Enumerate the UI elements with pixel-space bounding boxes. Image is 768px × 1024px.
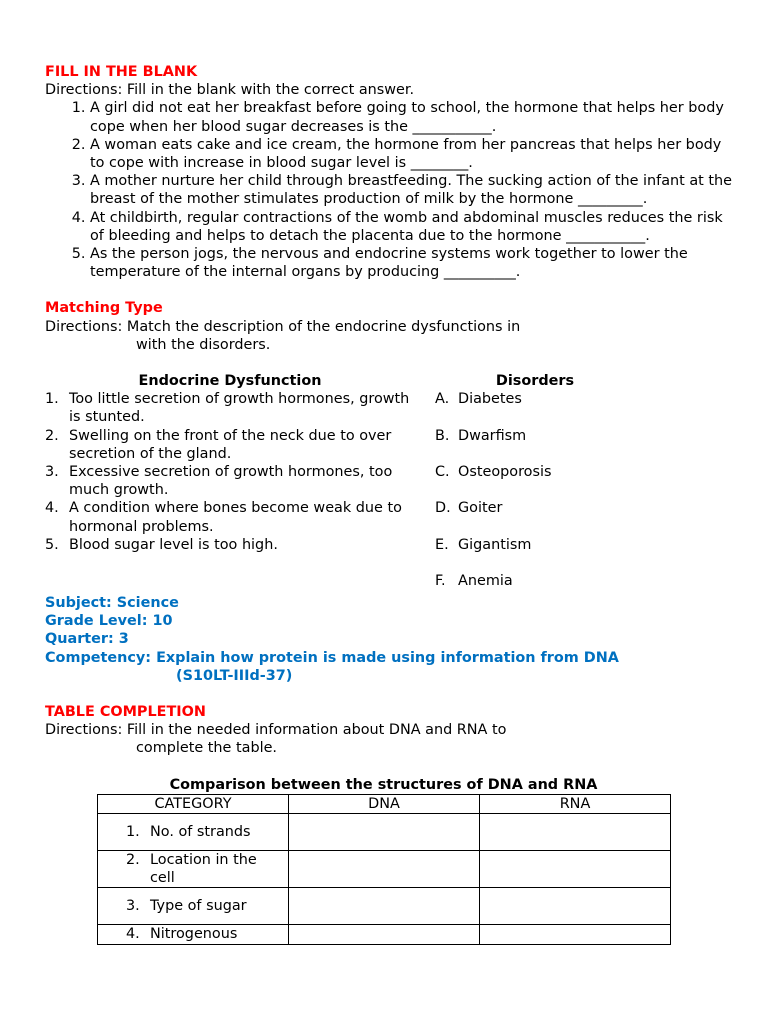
item-text: Swelling on the front of the neck due to over secretion of the gland. [69, 427, 392, 462]
fill-blank-item: 3. A mother nurture her child through breastfeeding. The sucking action of the infant at the breast of the mother stimulates production of milk by the hormone _________. [90, 172, 735, 208]
fill-blank-item: 5. As the person jogs, the nervous and endocrine systems work together to lower the temperature of the internal organs by producing __________. [90, 245, 735, 281]
quarter-line: Quarter: 3 [45, 631, 129, 648]
category-cell [98, 814, 289, 851]
dysfunction-column [45, 372, 415, 554]
row-number: 3. [126, 898, 140, 915]
row-label: Location in the cell [150, 852, 257, 887]
grade-level-line: Grade Level: 10 [45, 613, 173, 630]
row-label: Type of sugar [150, 898, 247, 915]
option-text: Osteoporosis [458, 464, 552, 481]
row-label: Nitrogenous [150, 926, 238, 943]
item-number: 5. [45, 536, 59, 553]
dna-answer-cell[interactable] [289, 888, 480, 925]
disorder-option [435, 427, 635, 463]
competency-code: (S10LT-IIId-37) [176, 667, 293, 684]
item-number: 1. [45, 391, 59, 408]
disorder-option [435, 572, 635, 608]
row-number: 2. [126, 852, 140, 869]
disorder-option [435, 499, 635, 535]
table-directions-cont: complete the table. [136, 740, 278, 757]
row-label: No. of strands [150, 823, 251, 840]
rna-answer-cell[interactable] [480, 814, 671, 851]
rna-answer-cell[interactable] [480, 888, 671, 925]
item-text: A condition where bones become weak due to hormonal problems. [69, 500, 402, 535]
fill-blank-directions: Directions: Fill in the blank with the correct answer. [45, 82, 415, 99]
matching-title: Matching Type [45, 300, 163, 317]
dna-answer-cell[interactable] [289, 851, 480, 888]
disorder-option [435, 463, 635, 499]
header-rna: RNA [480, 794, 671, 813]
worksheet-page [45, 63, 735, 945]
matching-directions: Directions: Match the description of the endocrine dysfunctions in [45, 318, 521, 335]
dysfunction-item [45, 390, 415, 426]
option-text: Diabetes [458, 391, 522, 408]
row-number: 1. [126, 823, 140, 840]
table-row [98, 888, 671, 925]
item-number: 4. [45, 500, 59, 517]
fill-blank-title: FILL IN THE BLANK [45, 64, 198, 80]
item-text: Excessive secretion of growth hormones, too much growth. [69, 464, 393, 499]
item-number: 2. [45, 427, 59, 444]
option-letter: A. [435, 391, 450, 408]
table-row [98, 814, 671, 851]
category-cell [98, 851, 289, 888]
option-text: Dwarfism [458, 427, 527, 444]
disorders-header: Disorders [495, 373, 575, 390]
category-cell [98, 925, 289, 944]
option-letter: F. [435, 573, 446, 590]
item-number: 3. [45, 464, 59, 481]
fill-blank-list [45, 99, 735, 281]
dna-answer-cell[interactable] [289, 925, 480, 944]
dysfunction-item [45, 463, 415, 499]
rna-answer-cell[interactable] [480, 851, 671, 888]
disorder-option [435, 390, 635, 426]
item-text: Blood sugar level is too high. [69, 536, 278, 553]
competency-line: Competency: Explain how protein is made using information from DNA [45, 649, 619, 666]
table-header-row [98, 794, 671, 813]
dna-answer-cell[interactable] [289, 814, 480, 851]
fill-blank-item: 1. A girl did not eat her breakfast before going to school, the hormone that helps her body cope when her blood sugar decreases is the ___________. [90, 99, 735, 135]
fill-blank-item: 2. A woman eats cake and ice cream, the hormone from her pancreas that helps her body to cope with increase in blood sugar level is ________. [90, 136, 735, 172]
category-cell [98, 888, 289, 925]
table-row [98, 851, 671, 888]
option-text: Goiter [458, 500, 503, 517]
comparison-table [97, 794, 671, 945]
option-text: Gigantism [458, 536, 532, 553]
fill-blank-item: 4. At childbirth, regular contractions of the womb and abdominal muscles reduces the risk of bleeding and helps to detach the placenta due to the hormone ___________. [90, 209, 735, 245]
dysfunction-item [45, 499, 415, 535]
item-text: Too little secretion of growth hormones, growth is stunted. [69, 391, 410, 426]
option-letter: B. [435, 427, 450, 444]
option-letter: E. [435, 536, 449, 553]
disorder-option [435, 536, 635, 572]
table-caption: Comparison between the structures of DNA and RNA [169, 776, 598, 793]
subject-line: Subject: Science [45, 595, 179, 612]
dysfunction-header: Endocrine Dysfunction [138, 373, 322, 390]
table-directions: Directions: Fill in the needed information about DNA and RNA to [45, 722, 507, 739]
row-number: 4. [126, 926, 140, 943]
table-row [98, 925, 671, 944]
option-letter: D. [435, 500, 451, 517]
dysfunction-item [45, 427, 415, 463]
dysfunction-item [45, 536, 415, 554]
header-category: CATEGORY [98, 794, 289, 813]
option-text: Anemia [458, 573, 513, 590]
matching-directions-cont: with the disorders. [136, 336, 271, 353]
rna-answer-cell[interactable] [480, 925, 671, 944]
table-completion-title: TABLE COMPLETION [45, 704, 206, 721]
header-dna: DNA [289, 794, 480, 813]
disorders-column [435, 372, 635, 609]
option-letter: C. [435, 464, 450, 481]
matching-columns [45, 372, 735, 594]
